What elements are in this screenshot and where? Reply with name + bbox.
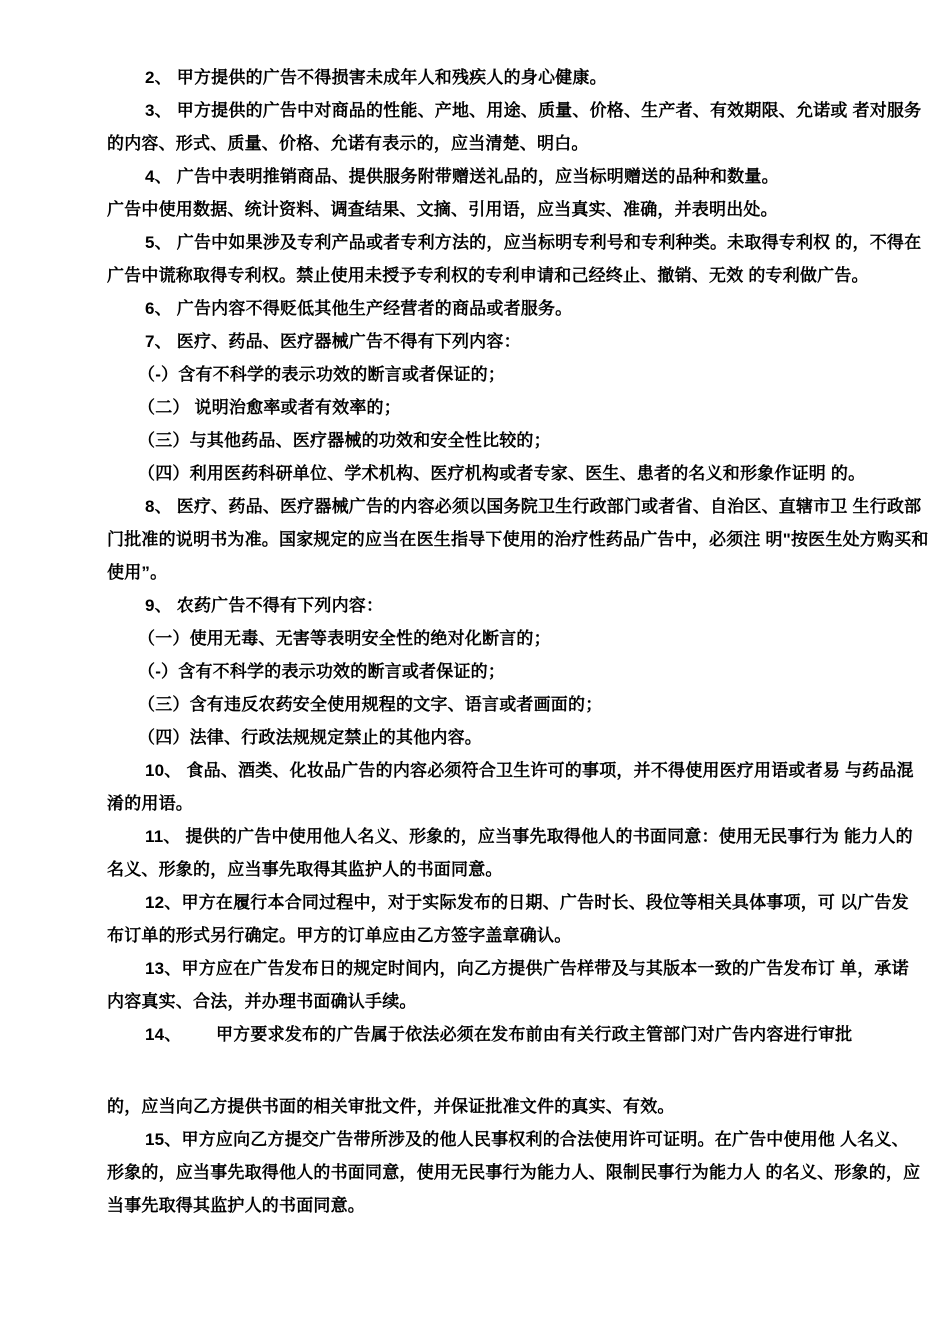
contract-clause-line: 淆的用语。 bbox=[107, 794, 193, 813]
contract-clause-line: 3、 甲方提供的广告中对商品的性能、产地、用途、质量、价格、生产者、有效期限、允诺或 者对服务 bbox=[145, 101, 922, 120]
contract-clause-line: 6、 广告内容不得贬低其他生产经营者的商品或者服务。 bbox=[145, 299, 573, 318]
contract-clause-line: 10、 食品、酒类、化妆品广告的内容必须符合卫生许可的事项，并不得使用医疗用语或者易 与药品混 bbox=[145, 761, 914, 780]
contract-clause-line: 广告中使用数据、统计资料、调查结果、文摘、引用语，应当真实、准确，并表明出处。 bbox=[107, 200, 778, 219]
contract-clause-line: （四）法律、行政法规规定禁止的其他内容。 bbox=[138, 728, 482, 747]
contract-clause-line: 广告中谎称取得专利权。禁止使用未授予专利权的专利申请和己经终止、撤销、无效 的专利做广告。 bbox=[107, 266, 869, 285]
blank-line bbox=[107, 1051, 880, 1090]
contract-clause-line: 2、 甲方提供的广告不得损害未成年人和残疾人的身心健康。 bbox=[145, 68, 607, 87]
contract-clause-line: 8、 医疗、药品、医疗器械广告的内容必须以国务院卫生行政部门或者省、自治区、直辖市卫 生行政部 bbox=[145, 497, 922, 516]
contract-clause-line: 13、甲方应在广告发布日的规定时间内，向乙方提供广告样带及与其版本一致的广告发布订 单，承诺 bbox=[145, 959, 909, 978]
contract-clause-line: 布订单的形式另行确定。甲方的订单应由乙方签字盖章确认。 bbox=[107, 926, 572, 945]
contract-clause-line: （-）含有不科学的表示功效的断言或者保证的； bbox=[138, 662, 506, 681]
contract-clause-line: 12、甲方在履行本合同过程中，对于实际发布的日期、广告时长、段位等相关具体事项，可 以广告发 bbox=[145, 893, 909, 912]
contract-clause-line: 11、 提供的广告中使用他人名义、形象的，应当事先取得他人的书面同意：使用无民事行为 能力人的 bbox=[145, 827, 913, 846]
contract-clause-line: 的，应当向乙方提供书面的相关审批文件，并保证批准文件的真实、有效。 bbox=[107, 1097, 675, 1116]
contract-clause-line: 门批准的说明书为准。国家规定的应当在医生指导下使用的治疗性药品广告中，必须注 明"按医生处方购买和 bbox=[107, 530, 929, 549]
contract-clause-line: （三）与其他药品、医疗器械的功效和安全性比较的； bbox=[138, 431, 551, 450]
contract-clause-line: （-）含有不科学的表示功效的断言或者保证的； bbox=[138, 365, 506, 384]
contract-clause-line: （二） 说明治愈率或者有效率的； bbox=[138, 398, 401, 417]
contract-clause-line: 的内容、形式、质量、价格、允诺有表示的，应当清楚、明白。 bbox=[107, 134, 589, 153]
contract-clause-line: 4、 广告中表明推销商品、提供服务附带赠送礼品的，应当标明赠送的品种和数量。 bbox=[145, 167, 779, 186]
contract-clause-line: 15、甲方应向乙方提交广告带所涉及的他人民事权利的合法使用许可证明。在广告中使用他 人名义、 bbox=[145, 1130, 909, 1149]
contract-clause-line: 名义、形象的，应当事先取得其监护人的书面同意。 bbox=[107, 860, 503, 879]
contract-clause-line: 7、 医疗、药品、医疗器械广告不得有下列内容： bbox=[145, 332, 521, 351]
contract-clause-line: 5、 广告中如果涉及专利产品或者专利方法的，应当标明专利号和专利种类。未取得专利权 的，不得在 bbox=[145, 233, 922, 252]
contract-clause-line: （四）利用医药科研单位、学术机构、医疗机构或者专家、医生、患者的名义和形象作证明 的。 bbox=[138, 464, 866, 483]
contract-clause-line: 9、 农药广告不得有下列内容： bbox=[145, 596, 384, 615]
contract-clause-line: （一）使用无毒、无害等表明安全性的绝对化断言的； bbox=[138, 629, 551, 648]
contract-clause-line: 内容真实、合法，并办理书面确认手续。 bbox=[107, 992, 417, 1011]
contract-clause-line: （三）含有违反农药安全使用规程的文字、语言或者画面的； bbox=[138, 695, 603, 714]
contract-clause-line: 使用”。 bbox=[107, 563, 168, 582]
contract-clause-line: 形象的，应当事先取得他人的书面同意，使用无民事行为能力人、限制民事行为能力人 的名义、形象的，应 bbox=[107, 1163, 921, 1182]
contract-clause-line: 14、 甲方要求发布的广告属于依法必须在发布前由有关行政主管部门对广告内容进行审批 bbox=[145, 1025, 853, 1044]
contract-clause-line: 当事先取得其监护人的书面同意。 bbox=[107, 1196, 365, 1215]
